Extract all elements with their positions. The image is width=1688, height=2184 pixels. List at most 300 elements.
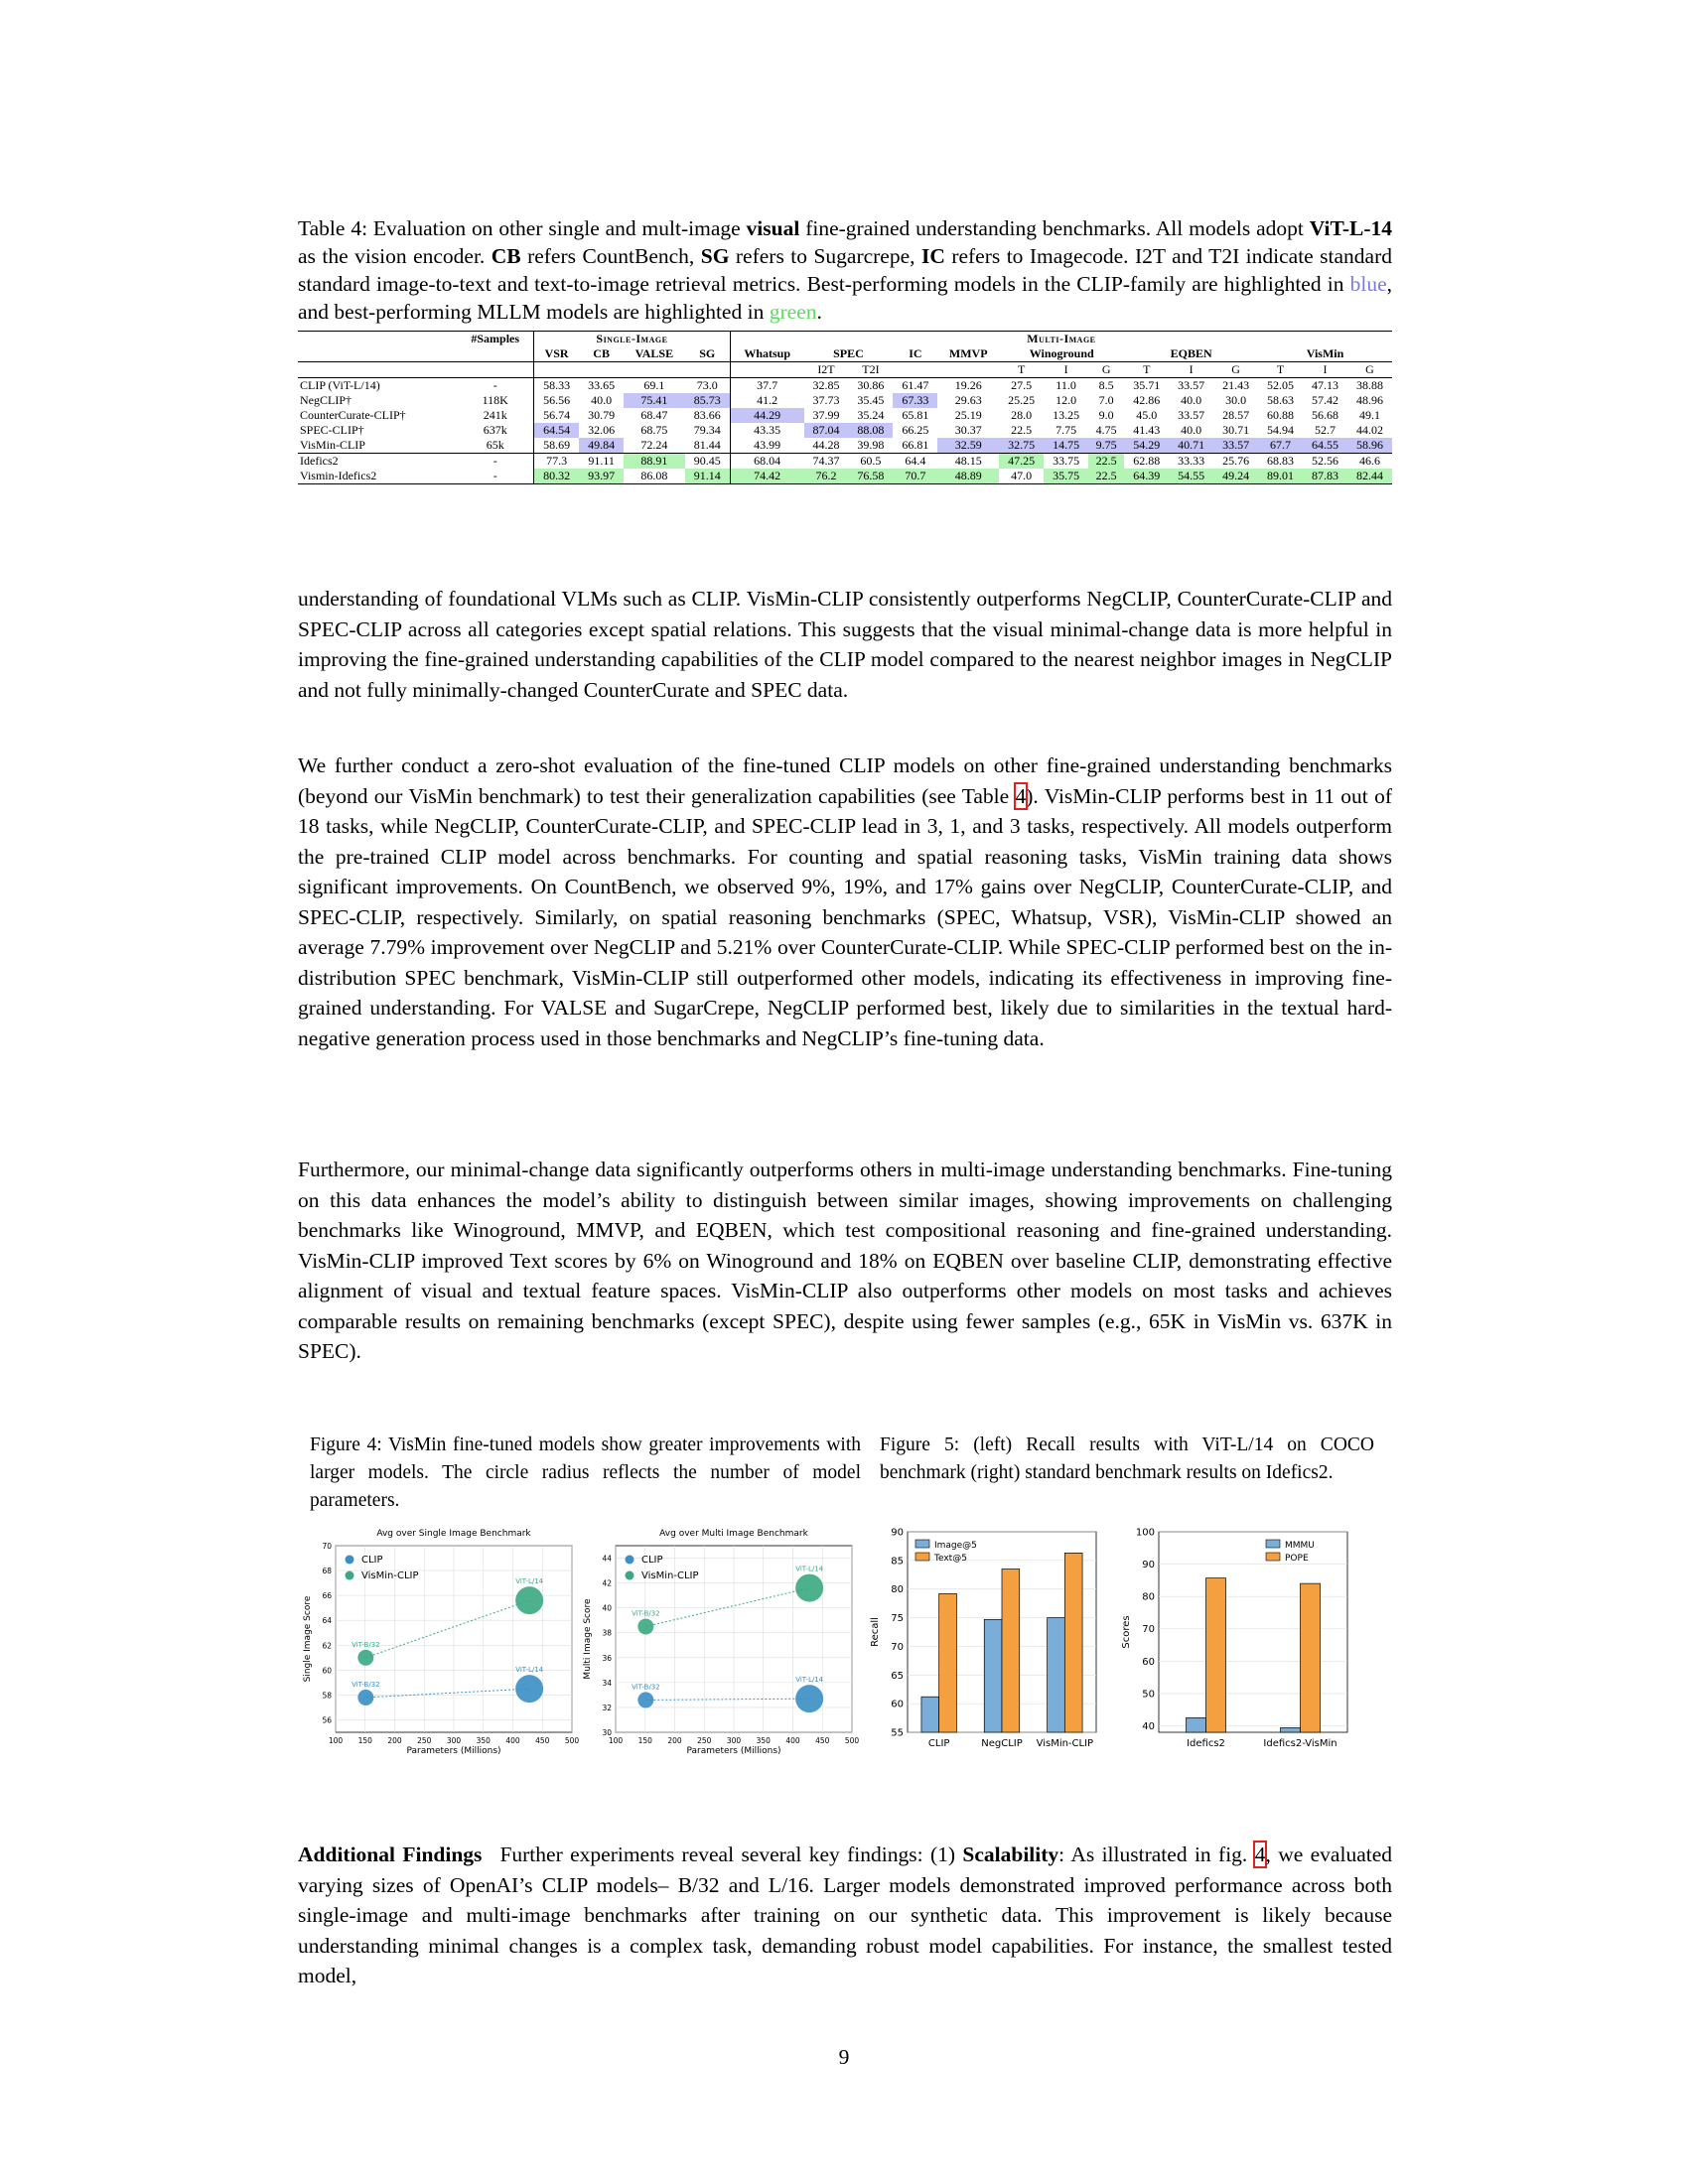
- data-point: [795, 1574, 823, 1602]
- table-cell: 56.68: [1311, 408, 1338, 422]
- table-cell: 30.37: [954, 423, 982, 437]
- legend-label: POPE: [1285, 1554, 1309, 1564]
- figure-4-caption: Figure 4: VisMin fine-tuned models show greater improvements with larger models. The circle radius reflects the number of model parameters.: [310, 1434, 861, 1511]
- table-cell: 4.75: [1095, 423, 1117, 437]
- y-tick-label: 70: [322, 1542, 332, 1551]
- table-cell: 118K: [482, 393, 508, 407]
- paragraph-2: [298, 751, 1392, 1053]
- table-cell: [579, 362, 624, 378]
- legend-marker: [626, 1571, 634, 1580]
- table-cell: G: [1347, 362, 1392, 378]
- table-cell: 85.73: [685, 393, 731, 408]
- point-label: ViT-L/14: [795, 1676, 824, 1685]
- y-tick-label: 38: [602, 1628, 612, 1638]
- table-cell: 49.24: [1213, 469, 1258, 484]
- table-cell: 46.6: [1347, 454, 1392, 470]
- table-cell: 73.0: [685, 378, 731, 394]
- y-tick-label: 32: [602, 1703, 612, 1712]
- table-cell: [457, 362, 533, 378]
- table-cell: 66.81: [902, 438, 929, 452]
- x-tick-label: 200: [667, 1736, 682, 1745]
- table-cell: 30.71: [1222, 423, 1250, 437]
- table-cell: 90.45: [685, 454, 731, 470]
- table-cell: 33.65: [579, 378, 624, 394]
- x-tick-label: 450: [535, 1736, 550, 1745]
- table-cell: Whatsup: [730, 346, 803, 362]
- point-label: ViT-B/32: [632, 1683, 660, 1692]
- table-cell: 58.96: [1347, 438, 1392, 454]
- table-cell: 40.0: [1181, 423, 1202, 437]
- table-cell: 37.73: [812, 393, 840, 407]
- point-label: ViT-L/14: [515, 1577, 544, 1586]
- table-cell: 39.98: [857, 438, 885, 452]
- y-tick-label: 75: [891, 1613, 904, 1625]
- table-cell: [937, 362, 999, 378]
- table-row: [298, 454, 1392, 470]
- table-cell: G: [1213, 362, 1258, 378]
- y-tick-label: 65: [891, 1670, 904, 1682]
- table-cell: 52.05: [1258, 378, 1303, 394]
- chart-title: Avg over Single Image Benchmark: [376, 1529, 531, 1539]
- table-cell: 30.86: [848, 378, 893, 394]
- table-cell: 28.0: [1011, 408, 1033, 422]
- table-cell: 72.24: [640, 438, 668, 452]
- data-point: [515, 1586, 543, 1614]
- table-cell: 62.88: [1124, 454, 1169, 470]
- table-cell: G: [1088, 362, 1124, 378]
- bar: [1048, 1618, 1065, 1732]
- table-cell: 88.91: [624, 454, 685, 470]
- table-cell: 22.5: [1011, 423, 1033, 437]
- table-cell: 35.75: [1044, 469, 1088, 484]
- table-cell: MMVP: [948, 346, 988, 360]
- y-tick-label: 70: [1142, 1624, 1155, 1636]
- table-cell: 30.0: [1225, 393, 1247, 407]
- table-row: [298, 438, 1392, 454]
- table-cell: 67.7: [1258, 438, 1303, 454]
- table-cell: 37.7: [730, 378, 803, 394]
- caption-part: refers to Sugarcrepe,: [729, 244, 921, 268]
- table-cell: 41.2: [730, 393, 803, 408]
- x-tick-label: 300: [446, 1736, 462, 1745]
- point-label: ViT-L/14: [795, 1565, 824, 1573]
- y-tick-label: 60: [322, 1666, 332, 1676]
- x-tick-label: 100: [608, 1736, 624, 1745]
- table-cell: 21.43: [1213, 378, 1258, 394]
- table-cell: 91.11: [579, 454, 624, 470]
- table-cell: 49.84: [579, 438, 624, 454]
- table-cell: -: [457, 378, 533, 394]
- bar: [1301, 1583, 1321, 1732]
- table-cell: 68.47: [640, 408, 668, 422]
- y-tick-label: 66: [322, 1591, 332, 1601]
- table-cell: 86.08: [624, 469, 685, 484]
- bar: [1281, 1727, 1301, 1732]
- x-axis-label: Parameters (Millions): [686, 1746, 781, 1756]
- table-cell: 68.75: [640, 423, 668, 437]
- table-cell: 47.25: [999, 454, 1044, 470]
- x-tick-label: 500: [844, 1736, 860, 1745]
- y-axis-label: Recall: [870, 1617, 881, 1647]
- table-cell: 66.25: [902, 423, 929, 437]
- table-cell: I: [1169, 362, 1213, 378]
- table-cell: 88.08: [848, 423, 893, 438]
- table-cell: 35.45: [857, 393, 885, 407]
- table-cell: Single-Image: [534, 332, 731, 347]
- y-tick-label: 34: [602, 1678, 612, 1688]
- table-cell: CLIP (ViT-L/14): [298, 378, 457, 394]
- legend-marker: [346, 1571, 354, 1580]
- section-title: Additional Findings: [298, 1843, 483, 1866]
- table-row: [298, 469, 1392, 484]
- table-cell: 74.37: [804, 454, 849, 470]
- table-cell: T: [999, 362, 1044, 378]
- data-point: [357, 1650, 373, 1666]
- caption-part: SG: [700, 244, 730, 268]
- table-cell: 48.89: [937, 469, 999, 484]
- table-cell: 241k: [483, 408, 507, 422]
- x-tick-label: 150: [637, 1736, 652, 1745]
- y-tick-label: 55: [891, 1727, 904, 1739]
- y-tick-label: 80: [1142, 1591, 1155, 1603]
- caption-part: CB: [491, 244, 521, 268]
- bar: [1187, 1717, 1206, 1732]
- x-tick-label: 250: [697, 1736, 712, 1745]
- table-cell: 38.88: [1347, 378, 1392, 394]
- table-caption: [298, 214, 1392, 326]
- y-tick-label: 60: [891, 1699, 904, 1710]
- table-cell: Idefics2: [298, 454, 457, 470]
- table-cell: 60.5: [848, 454, 893, 470]
- table-row: [298, 408, 1392, 423]
- paragraph-4: [298, 1840, 1392, 1991]
- caption-part: .: [816, 300, 822, 324]
- x-tick-label: 150: [357, 1736, 372, 1745]
- table-cell: 25.25: [1008, 393, 1036, 407]
- paragraph-1: understanding of foundational VLMs such as CLIP. VisMin-CLIP consistently outperforms NegCLIP, CounterCurate-CLIP and SPEC-CLIP across all categories except spatial relations. This suggests that the visual minimal-change data is more helpful in improving the fine-grained understanding capabilities of the CLIP model compared to the nearest neighbor images in NegCLIP and not fully minimally-changed CounterCurate and SPEC data.: [298, 587, 1392, 702]
- recall-bar-chart: [866, 1522, 1109, 1765]
- caption-part: , and best-performing MLLM models are highlighted in: [298, 272, 1392, 324]
- table-cell: 58.69: [534, 438, 580, 454]
- table-cell: 54.29: [1124, 438, 1169, 454]
- table-cell: VisMin-CLIP: [300, 438, 365, 452]
- y-tick-label: 90: [891, 1527, 904, 1539]
- paragraph-3: Furthermore, our minimal-change data significantly outperforms others in multi-image understanding benchmarks. Fine-tuning on this data enhances the model’s ability to distinguish between similar images, showing improvements on challenging benchmarks like Winoground, MMVP, and EQBEN, which test compositional reasoning and fine-grained understanding. VisMin-CLIP improved Text scores by 6% on Winoground and 18% on EQBEN over baseline CLIP, demonstrating effective alignment of visual and textual feature spaces. VisMin-CLIP also outperforms other models on most tasks and achieves comparable results on remaining benchmarks (except SPEC), despite using fewer samples (e.g., 65K in VisMin vs. 637K in SPEC).: [298, 1158, 1392, 1363]
- table-cell: 27.5: [999, 378, 1044, 394]
- table-cell: 69.1: [624, 378, 685, 394]
- table-row: [298, 423, 1392, 438]
- data-point: [795, 1685, 823, 1712]
- table-cell: 22.5: [1088, 469, 1124, 484]
- table-cell: 8.5: [1088, 378, 1124, 394]
- table-cell: 87.83: [1303, 469, 1347, 484]
- x-tick-label: 500: [564, 1736, 580, 1745]
- x-tick-label: 350: [476, 1736, 491, 1745]
- bar: [1002, 1570, 1020, 1732]
- table-cell: 35.71: [1124, 378, 1169, 394]
- table-cell: 75.41: [624, 393, 685, 408]
- table-cell: 32.06: [588, 423, 616, 437]
- table-cell: 7.0: [1098, 393, 1114, 407]
- table-cell: 58.33: [534, 378, 580, 394]
- table-cell: [534, 362, 580, 378]
- table-cell: 637k: [483, 423, 507, 437]
- chart-title: Avg over Multi Image Benchmark: [659, 1529, 808, 1539]
- table-cell: 54.55: [1169, 469, 1213, 484]
- x-tick-label: 300: [726, 1736, 742, 1745]
- y-tick-label: 36: [602, 1653, 612, 1663]
- trend-line: [365, 1600, 529, 1658]
- y-tick-label: 60: [1142, 1656, 1155, 1668]
- legend-marker: [915, 1540, 929, 1548]
- table-cell: 12.0: [1055, 393, 1077, 407]
- caption-part: IC: [920, 244, 945, 268]
- table-cell: SG: [699, 346, 716, 360]
- y-tick-label: 44: [602, 1554, 612, 1564]
- bar: [921, 1697, 939, 1732]
- table-cell: [685, 362, 731, 378]
- table-cell: T: [1124, 362, 1169, 378]
- table-cell: 74.42: [730, 469, 803, 484]
- table-cell: 29.63: [954, 393, 982, 407]
- paragraph-4-bold: Scalability: [962, 1843, 1059, 1866]
- table-cell: 64.55: [1303, 438, 1347, 454]
- table-cell: -: [457, 469, 533, 484]
- paragraph-4-text-a: Further experiments reveal several key findings: (1): [499, 1843, 963, 1866]
- caption-part: green: [769, 300, 817, 324]
- table-cell: 47.13: [1303, 378, 1347, 394]
- table-cell: 32.59: [937, 438, 999, 454]
- table-cell: #Samples: [457, 332, 533, 347]
- table-cell: 76.58: [848, 469, 893, 484]
- table-cell: 35.24: [857, 408, 885, 422]
- table-cell: 70.7: [893, 469, 937, 484]
- table-cell: VSR: [534, 346, 580, 362]
- data-point: [637, 1618, 653, 1634]
- table-cell: 44.28: [812, 438, 840, 452]
- legend-marker: [1266, 1540, 1280, 1548]
- table-cell: CB: [593, 346, 610, 360]
- trend-line: [645, 1699, 809, 1700]
- table-cell: 54.94: [1267, 423, 1295, 437]
- table-cell: 77.3: [534, 454, 580, 470]
- table-cell: Multi-Image: [730, 332, 1392, 347]
- point-label: ViT-B/32: [352, 1680, 380, 1689]
- table-cell: 52.7: [1314, 423, 1336, 437]
- table-cell: 7.75: [1055, 423, 1077, 437]
- legend-label: Text@5: [934, 1554, 967, 1564]
- y-tick-label: 50: [1142, 1689, 1155, 1701]
- bar: [1206, 1578, 1226, 1732]
- table-cell: 64.54: [534, 423, 580, 438]
- table-row: [298, 378, 1392, 394]
- table-cell: I: [1044, 362, 1088, 378]
- y-axis-label: Scores: [1121, 1615, 1132, 1649]
- trend-line: [365, 1689, 529, 1698]
- y-tick-label: 85: [891, 1556, 904, 1568]
- legend-marker: [1266, 1553, 1280, 1561]
- figure-ref-link[interactable]: 4: [1254, 1843, 1266, 1866]
- bar: [1064, 1553, 1082, 1732]
- table-caption-label: Table 4:: [298, 216, 368, 240]
- caption-part: fine-grained understanding benchmarks. All models adopt: [799, 216, 1310, 240]
- table-cell: 64.39: [1124, 469, 1169, 484]
- legend-label: CLIP: [361, 1555, 383, 1566]
- table-ref-link[interactable]: 4: [1015, 783, 1027, 808]
- y-tick-label: 64: [322, 1616, 332, 1626]
- table-cell: 64.4: [893, 454, 937, 470]
- data-point: [357, 1690, 373, 1706]
- table-cell: 44.29: [730, 408, 803, 423]
- legend-label: CLIP: [641, 1555, 663, 1566]
- table-cell: 19.26: [937, 378, 999, 394]
- caption-part: visual: [746, 216, 800, 240]
- table-cell: VisMin: [1306, 346, 1344, 360]
- paragraph-4-text-b: : As illustrated in fig.: [1058, 1843, 1255, 1866]
- y-tick-label: 68: [322, 1567, 332, 1576]
- multi-image-scatter-chart: [578, 1522, 861, 1765]
- x-tick-label: Idefics2: [1187, 1738, 1225, 1749]
- table-cell: 9.75: [1088, 438, 1124, 454]
- bar: [984, 1619, 1002, 1732]
- caption-part: refers CountBench,: [520, 244, 701, 268]
- x-tick-label: 450: [815, 1736, 830, 1745]
- table-cell: 33.33: [1169, 454, 1213, 470]
- legend-marker: [915, 1553, 929, 1561]
- results-table: [298, 331, 1392, 484]
- y-tick-label: 42: [602, 1578, 612, 1588]
- table-cell: 81.44: [693, 438, 721, 452]
- table-cell: 58.63: [1267, 393, 1295, 407]
- table-cell: 52.56: [1303, 454, 1347, 470]
- y-tick-label: 100: [1135, 1527, 1155, 1539]
- single-image-scatter-chart: [298, 1522, 581, 1765]
- table-cell: T: [1258, 362, 1303, 378]
- table-cell: 65.81: [902, 408, 929, 422]
- benchmark-bar-chart: [1107, 1522, 1380, 1765]
- table-cell: 60.88: [1267, 408, 1295, 422]
- caption-part: refers to Imagecode. I2T and T2I indicate standard standard image-to-text and text-to-image retrieval metrics. Best-performing models in the CLIP-family are highlighted in: [298, 244, 1393, 296]
- table-cell: 67.33: [893, 393, 937, 408]
- table-cell: 48.15: [937, 454, 999, 470]
- table-cell: [298, 362, 457, 378]
- table-cell: [893, 362, 937, 378]
- y-tick-label: 40: [602, 1603, 612, 1613]
- table-cell: 25.19: [954, 408, 982, 422]
- x-tick-label: 400: [785, 1736, 800, 1745]
- y-axis-label: Single Image Score: [303, 1595, 313, 1683]
- legend-marker: [346, 1556, 354, 1565]
- y-tick-label: 56: [322, 1715, 332, 1725]
- table-cell: -: [457, 454, 533, 470]
- y-tick-label: 30: [602, 1728, 612, 1737]
- table-cell: T2I: [848, 362, 893, 378]
- table-cell: Winoground: [1029, 346, 1094, 360]
- table-cell: 43.35: [730, 423, 803, 438]
- table-cell: 40.0: [1181, 393, 1202, 407]
- caption-part: Evaluation on other single and mult-image: [367, 216, 747, 240]
- table-cell: 68.83: [1258, 454, 1303, 470]
- paragraph-2-text-a: We further conduct a zero-shot evaluation of the fine-tuned CLIP models on other fine-grained understanding benchmarks (beyond our VisMin benchmark) to test their generalization capabilities (see Table: [298, 753, 1392, 808]
- caption-part: blue: [1349, 272, 1387, 296]
- table-cell: 76.2: [804, 469, 849, 484]
- table-cell: VALSE: [634, 346, 674, 360]
- table-cell: 14.75: [1044, 438, 1088, 454]
- table-cell: 61.47: [893, 378, 937, 394]
- table-cell: 25.76: [1213, 454, 1258, 470]
- x-tick-label: NegCLIP: [981, 1738, 1023, 1749]
- table-cell: 9.0: [1098, 408, 1114, 422]
- table-cell: 79.34: [693, 423, 721, 437]
- y-tick-label: 80: [891, 1584, 904, 1596]
- x-tick-label: 200: [387, 1736, 402, 1745]
- paragraph-4-text-c: , we evaluated varying sizes of OpenAI’s CLIP models– B/32 and L/16. Larger models demonstrated improved performance across both single-image and multi-image benchmarks after training on our synthetic data. This improvement is likely because understanding minimal changes is a complex task, demanding robust model capabilities. For instance, the smallest tested model,: [298, 1843, 1393, 1987]
- y-tick-label: 90: [1142, 1560, 1155, 1571]
- table-cell: 87.04: [804, 423, 849, 438]
- x-axis-label: Parameters (Millions): [406, 1746, 501, 1756]
- trend-line: [645, 1588, 809, 1627]
- y-tick-label: 40: [1142, 1720, 1155, 1732]
- table-cell: 33.57: [1213, 438, 1258, 454]
- y-axis-label: Multi Image Score: [583, 1598, 593, 1680]
- table-cell: 13.25: [1053, 408, 1080, 422]
- table-cell: EQBEN: [1170, 346, 1212, 360]
- figure-5-caption: Figure 5: (left) Recall results with ViT-L/14 on COCO benchmark (right) standard benchmark results on Idefics2.: [880, 1434, 1374, 1483]
- table-cell: 93.97: [579, 469, 624, 484]
- data-point: [637, 1692, 653, 1707]
- table-cell: CounterCurate-CLIP†: [300, 408, 406, 422]
- table-cell: IC: [909, 346, 922, 360]
- table-cell: 47.0: [999, 469, 1044, 484]
- y-tick-label: 70: [891, 1641, 904, 1653]
- table-cell: 83.66: [693, 408, 721, 422]
- table-cell: 22.5: [1088, 454, 1124, 470]
- table-row: [298, 393, 1392, 408]
- table-cell: 37.99: [812, 408, 840, 422]
- x-tick-label: 350: [756, 1736, 771, 1745]
- table-cell: 48.96: [1355, 393, 1383, 407]
- table-cell: 49.1: [1358, 408, 1380, 422]
- point-label: ViT-B/32: [352, 1640, 380, 1649]
- table-cell: SPEC-CLIP†: [300, 423, 364, 437]
- table-cell: [730, 362, 803, 378]
- table-cell: 41.43: [1133, 423, 1161, 437]
- legend-marker: [626, 1556, 634, 1565]
- table-cell: 57.42: [1311, 393, 1338, 407]
- legend-label: VisMin-CLIP: [361, 1570, 419, 1581]
- paragraph-2-text-b: ). VisMin-CLIP performs best in 11 out of 18 tasks, while NegCLIP, CounterCurate-CLIP, and SPEC-CLIP lead in 3, 1, and 3 tasks, respectively. All models outperform the pre-trained CLIP model across benchmarks. For counting and spatial reasoning tasks, VisMin training data shows significant improvements. On CountBench, we observed 9%, 19%, and 17% gains over NegCLIP, CounterCurate-CLIP, and SPEC-CLIP, respectively. Similarly, on spatial reasoning benchmarks (SPEC, Whatsup, VSR), VisMin-CLIP showed an average 7.79% improvement over NegCLIP and 5.21% over CounterCurate-CLIP. While SPEC-CLIP performed best on the in-distribution SPEC benchmark, VisMin-CLIP still outperformed other models, indicating its effectiveness in improving fine-grained understanding. For VALSE and SugarCrepe, NegCLIP performed best, likely due to similarities in the textual hard-negative generation process used in those benchmarks and NegCLIP’s fine-tuning data.: [298, 783, 1392, 1050]
- table-cell: 40.0: [591, 393, 613, 407]
- x-tick-label: Idefics2-VisMin: [1263, 1738, 1337, 1749]
- table-cell: 56.56: [534, 393, 580, 408]
- table-cell: 28.57: [1222, 408, 1250, 422]
- table-cell: 30.79: [588, 408, 616, 422]
- table-cell: 33.75: [1044, 454, 1088, 470]
- legend-label: Image@5: [934, 1541, 977, 1551]
- table-cell: 43.99: [730, 438, 803, 454]
- table-cell: 11.0: [1044, 378, 1088, 394]
- table-cell: 65k: [486, 438, 504, 452]
- table-cell: 33.57: [1169, 378, 1213, 394]
- page-number: 9: [838, 2045, 850, 2069]
- legend-label: VisMin-CLIP: [641, 1570, 699, 1581]
- table-cell: 89.01: [1258, 469, 1303, 484]
- legend-label: MMMU: [1285, 1541, 1315, 1551]
- table-cell: 56.74: [534, 408, 580, 423]
- table-cell: 82.44: [1347, 469, 1392, 484]
- x-tick-label: 100: [328, 1736, 344, 1745]
- caption-part: ViT-L-14: [1309, 216, 1392, 240]
